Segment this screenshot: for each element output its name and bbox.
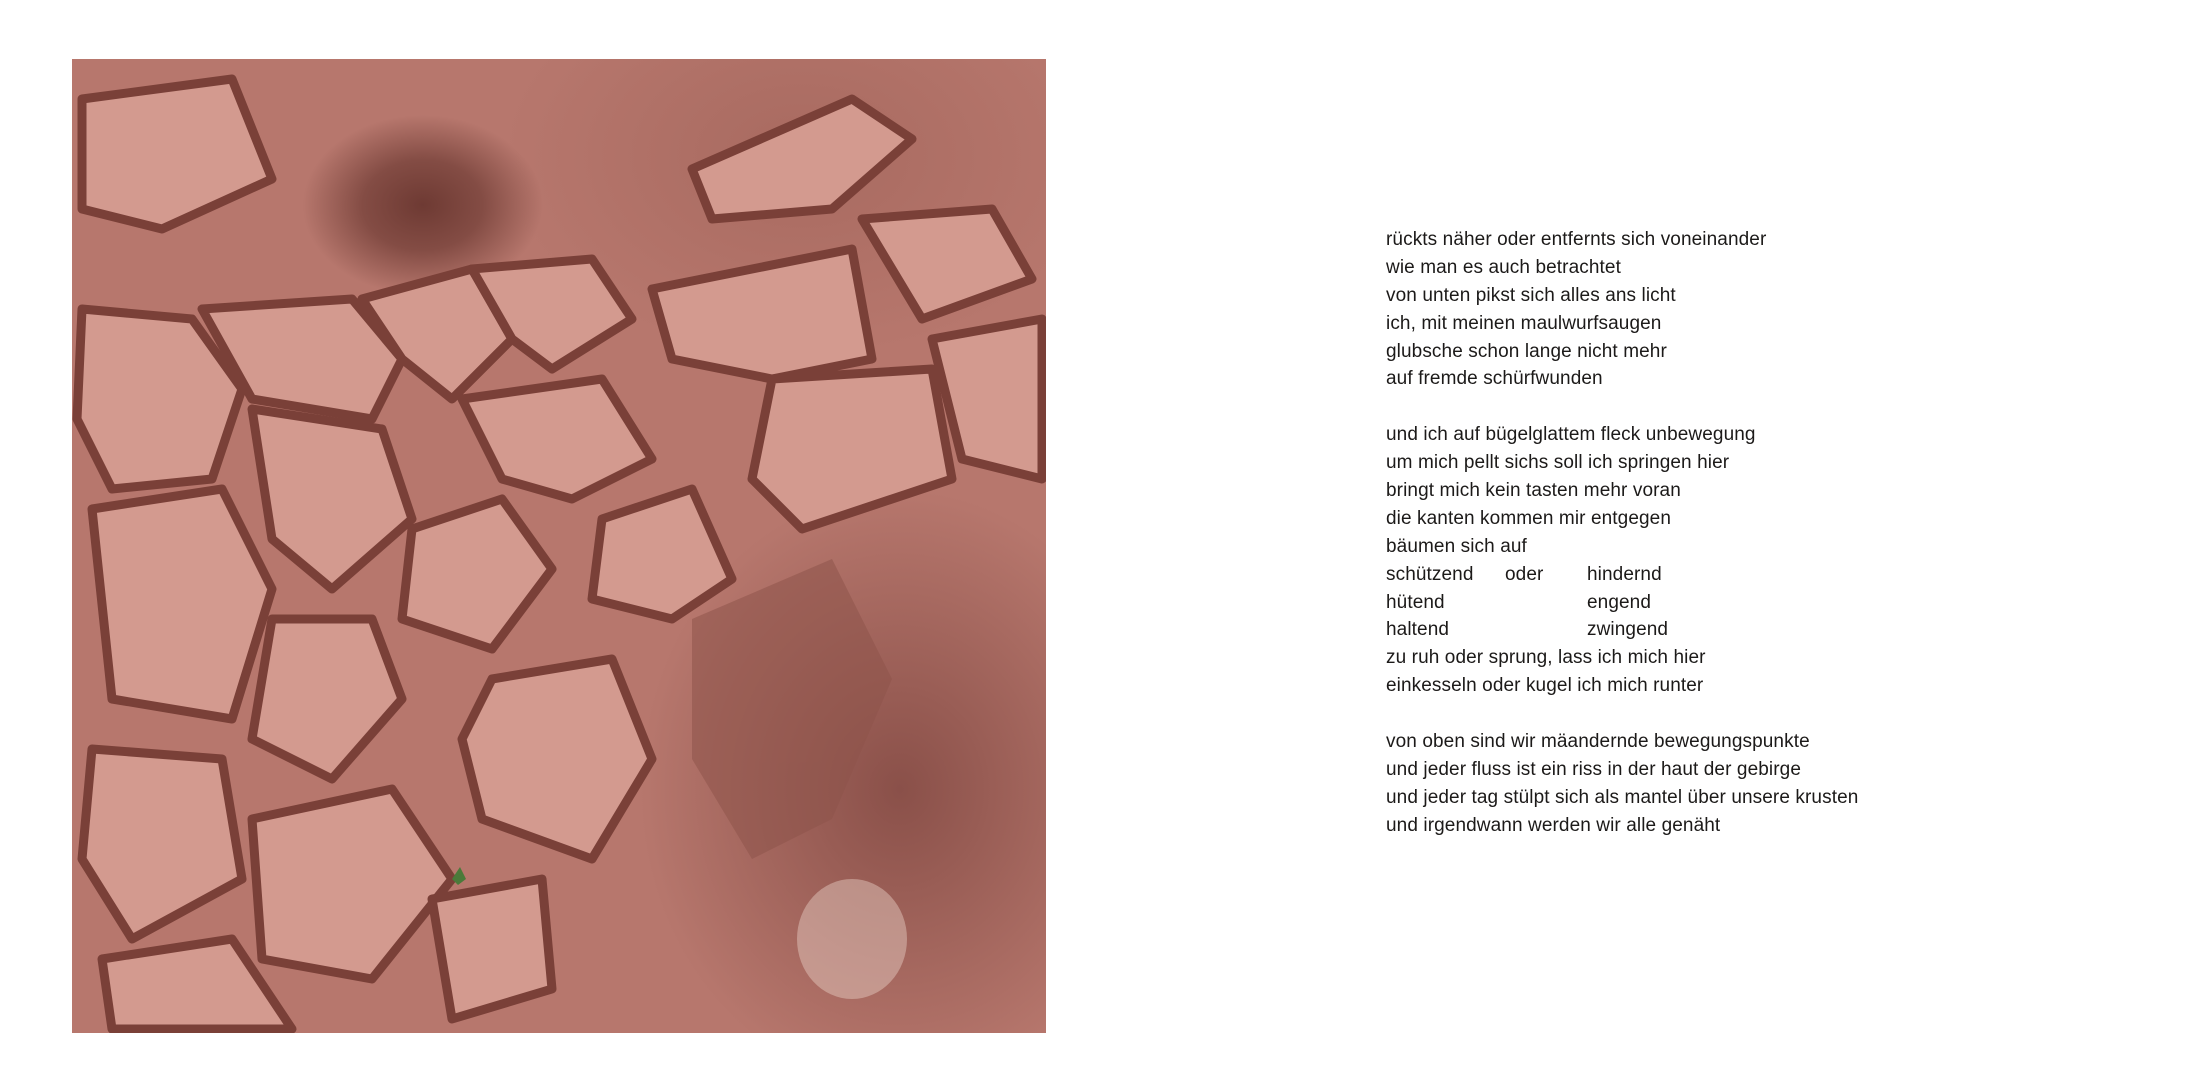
poem-line: von unten pikst sich alles ans licht: [1386, 284, 1676, 306]
poem-column-row: [1386, 589, 1858, 617]
cracked-earth-illustration: [72, 59, 1046, 1033]
column-word: engend: [1587, 591, 1652, 613]
poem-line: bäumen sich auf: [1386, 535, 1527, 557]
column-word: zwingend: [1587, 619, 1669, 641]
poem-line: um mich pellt sichs soll ich springen hier: [1386, 452, 1730, 474]
poem-line: auf fremde schürfwunden: [1386, 368, 1603, 390]
poem-line: die kanten kommen mir entgegen: [1386, 507, 1671, 529]
poem-line: und jeder tag stülpt sich als mantel über unsere krusten: [1386, 786, 1859, 808]
stanza-break: [1386, 700, 1858, 728]
poem-column-row: [1386, 561, 1858, 589]
poem-line: wie man es auch betrachtet: [1386, 256, 1621, 278]
column-word: haltend: [1386, 619, 1450, 641]
poem-line: und irgendwann werden wir alle genäht: [1386, 814, 1721, 836]
poem-line: glubsche schon lange nicht mehr: [1386, 340, 1667, 362]
poem-line: und ich auf bügelglattem fleck unbewegung: [1386, 424, 1756, 446]
column-word: hütend: [1386, 591, 1445, 613]
poem-line: ich, mit meinen maulwurfsaugen: [1386, 312, 1662, 334]
poem-line: und jeder fluss ist ein riss in der haut der gebirge: [1386, 758, 1801, 780]
poem-column-row: [1386, 616, 1858, 644]
poem-text: [1386, 226, 1858, 840]
stanza-break: [1386, 393, 1858, 421]
poem-line: von oben sind wir mäandernde bewegungspunkte: [1386, 731, 1810, 753]
poem-line: einkesseln oder kugel ich mich runter: [1386, 675, 1704, 697]
poem-line: rückts näher oder entfernts sich voneinander: [1386, 229, 1767, 250]
cracked-earth-photo: [72, 59, 1046, 1033]
column-word: schützend: [1386, 563, 1474, 585]
poem-line: bringt mich kein tasten mehr voran: [1386, 480, 1681, 502]
column-word: hindernd: [1587, 563, 1662, 585]
poem-line: zu ruh oder sprung, lass ich mich hier: [1386, 647, 1706, 669]
column-word: oder: [1505, 563, 1544, 585]
